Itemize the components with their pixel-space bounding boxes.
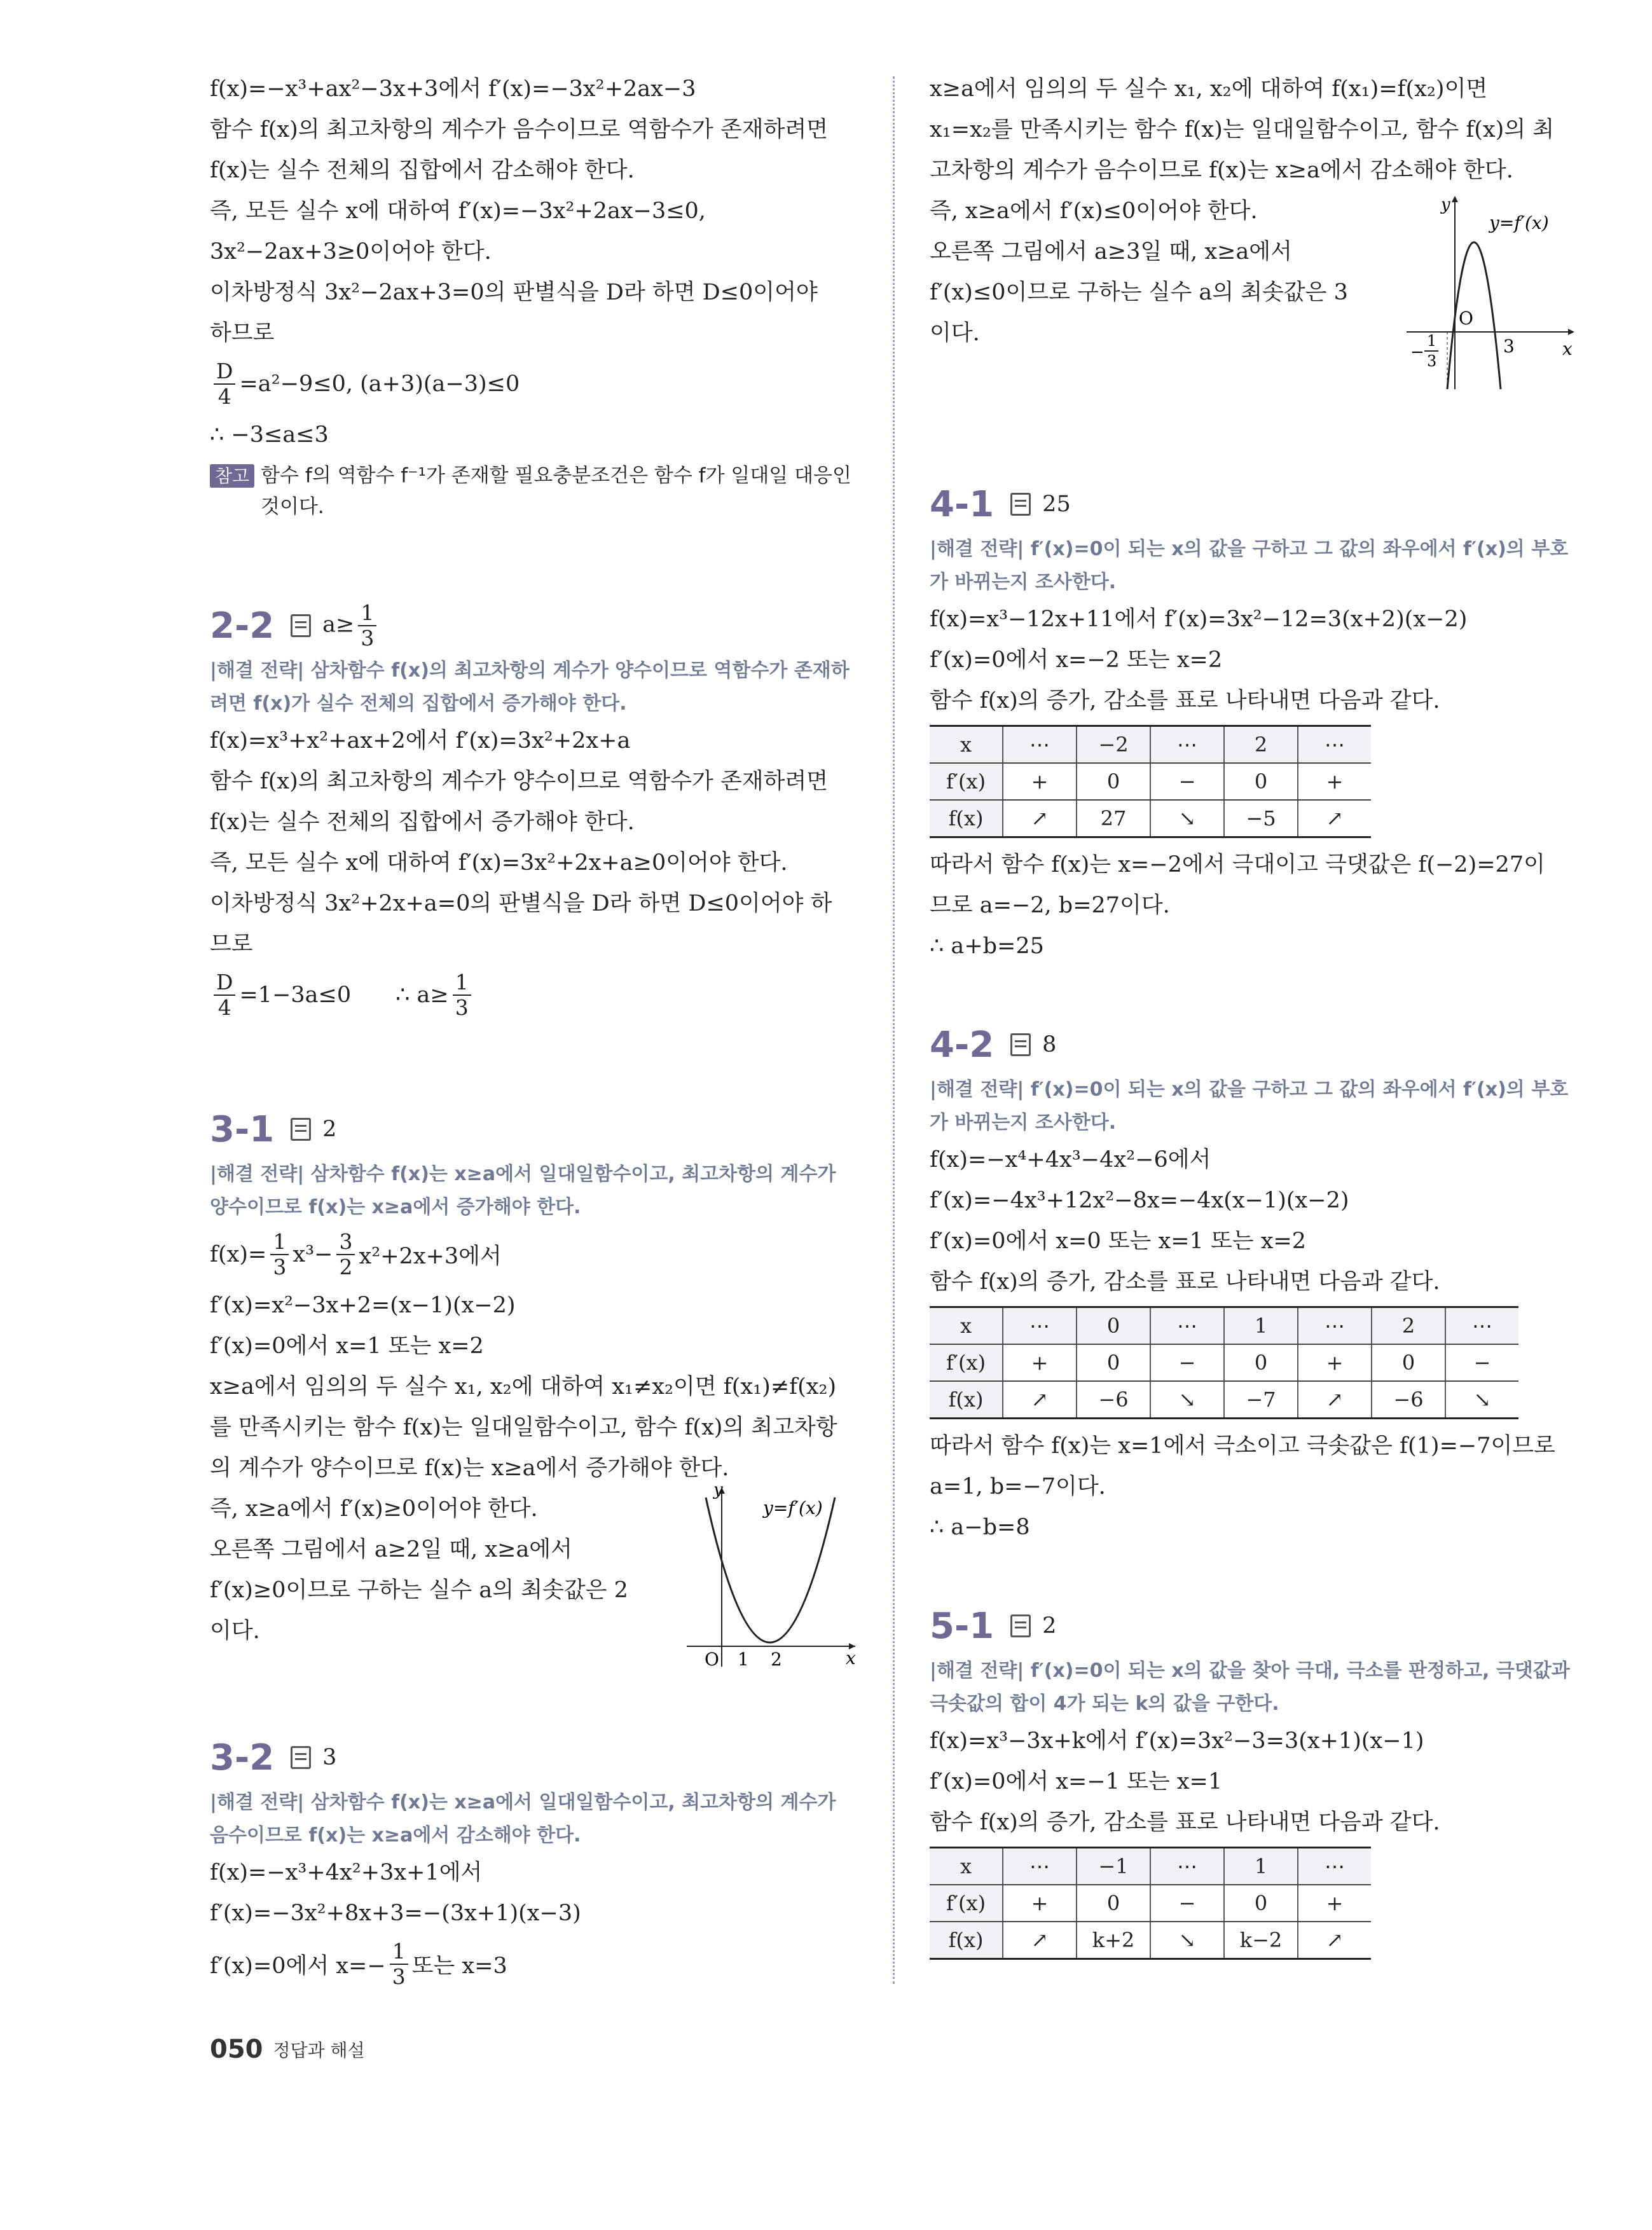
problem-number: 3-2 [210, 1737, 275, 1779]
text-line: x₁=x₂를 만족시키는 함수 f(x)는 일대일함수이고, 함수 f(x)의 최 [930, 117, 1555, 142]
text-line: f′(x)=−4x³+12x²−8x=−4x(x−1)(x−2) [930, 1188, 1349, 1213]
table-cell: 0 [1224, 1885, 1298, 1922]
text-line: x≥a에서 임의의 두 실수 x₁, x₂에 대하여 f(x₁)=f(x₂)이면 [930, 76, 1488, 102]
table-cell: 0 [1077, 1344, 1150, 1381]
problem-number: 5-1 [930, 1605, 995, 1647]
table-cell: + [1298, 1344, 1372, 1381]
text-line: 이다. [210, 1618, 260, 1644]
table-cell: ⋯ [1150, 1848, 1224, 1885]
text-line: f(x)는 실수 전체의 집합에서 감소해야 한다. [210, 158, 635, 183]
text-line: f′(x)=0에서 x=−2 또는 x=2 [930, 647, 1223, 673]
solution-strategy: |해결 전략| f′(x)=0이 되는 x의 값을 찾아 극대, 극소를 판정하고, 극댓값과 극솟값의 합이 4가 되는 k의 값을 구한다. [930, 1660, 1570, 1715]
text-line: f′(x)=−3x²+8x+3=−(3x+1)(x−3) [210, 1901, 581, 1926]
table-cell: −6 [1372, 1381, 1445, 1419]
increase-decrease-table [930, 1847, 1371, 1960]
answer: a≥ $\frac{1}{3}$ [322, 601, 380, 650]
text-line: 즉, x≥a에서 f′(x)≥0이어야 한다. [210, 1496, 538, 1522]
text-line: f′(x)≥0이므로 구하는 실수 a의 최솟값은 2 [210, 1578, 628, 1603]
table-row [930, 1344, 1518, 1381]
text-line: f′(x)=0에서 x=0 또는 x=1 또는 x=2 [930, 1229, 1307, 1254]
note-tag: 참고 [210, 464, 254, 488]
text-line: 이다. [930, 320, 980, 346]
footer-label: 정답과 해설 [273, 2040, 365, 2061]
text-line: 의 계수가 양수이므로 f(x)는 x≥a에서 증가해야 한다. [210, 1456, 729, 1481]
table-cell: 0 [1077, 1885, 1150, 1922]
table-row [930, 1381, 1518, 1419]
table-row [930, 1848, 1371, 1885]
text-line: 하므로 [210, 320, 275, 346]
text-line: 이차방정식 3x²+2x+a=0의 판별식을 D라 하면 D≤0이어야 하 [210, 891, 832, 916]
answer-icon [1010, 1614, 1031, 1637]
text-line: f′(x)=0에서 x=1 또는 x=2 [210, 1333, 484, 1359]
table-row [930, 726, 1371, 764]
tick-denominator: 3 [1427, 352, 1437, 370]
text-line: 즉, 모든 실수 x에 대하여 f′(x)=3x²+2x+a≥0이어야 한다. [210, 850, 788, 876]
table-cell: −6 [1077, 1381, 1150, 1419]
table-cell: 27 [1077, 800, 1150, 837]
table-cell: ⋯ [1150, 1307, 1224, 1345]
text-line: 따라서 함수 f(x)는 x=1에서 극소이고 극솟값은 f(1)=−7이므로 [930, 1433, 1555, 1459]
table-cell: ⋯ [1150, 726, 1224, 764]
table-cell: ⋯ [1003, 1307, 1077, 1345]
table-cell: 2 [1224, 726, 1298, 764]
tick-numerator: 1 [1427, 332, 1437, 350]
text-line: 함수 f(x)의 최고차항의 계수가 음수이므로 역함수가 존재하려면 [210, 117, 829, 142]
table-cell: x [930, 1848, 1003, 1885]
origin-label: O [1459, 308, 1473, 329]
solution-strategy: |해결 전략| 삼차함수 f(x)는 x≥a에서 일대일함수이고, 최고차항의 계수가 음수이므로 f(x)는 x≥a에서 감소해야 한다. [210, 1791, 836, 1847]
text-line: f′(x)=0에서 x=−1 또는 x=1 [930, 1769, 1223, 1794]
table-cell: −7 [1224, 1381, 1298, 1419]
tick-label: 3 [1503, 336, 1515, 357]
text-line: f′(x)≤0이므로 구하는 실수 a의 최솟값은 3 [930, 280, 1348, 305]
right-column [930, 69, 1578, 1966]
answer-icon [291, 614, 311, 637]
text-line: f(x)=x³+x²+ax+2에서 f′(x)=3x²+2x+a [210, 728, 631, 754]
table-cell: f′(x) [930, 763, 1003, 800]
answer: 3 [322, 1745, 337, 1770]
table-cell: −1 [1077, 1848, 1150, 1885]
table-cell: ⋯ [1298, 1307, 1372, 1345]
increase-decrease-table [930, 725, 1371, 838]
text-line: a=1, b=−7이다. [930, 1474, 1106, 1499]
text-line: 므로 a=−2, b=27이다. [930, 893, 1170, 918]
text-line: 즉, 모든 실수 x에 대하여 f′(x)=−3x²+2ax−3≤0, [210, 198, 706, 224]
continued-solution [930, 69, 1578, 401]
text-line: f(x)=−x³+ax²−3x+3에서 f′(x)=−3x²+2ax−3 [210, 76, 696, 102]
left-column [210, 69, 858, 1995]
table-cell: ⋯ [1003, 1848, 1077, 1885]
reference-note: 참고 함수 f의 역함수 f⁻¹가 존재할 필요충분조건은 함수 f가 일대일 대응인 것이다. [210, 460, 858, 522]
table-cell: − [1445, 1344, 1518, 1381]
problem-5-1 [930, 1597, 1578, 1960]
table-cell: k−2 [1224, 1922, 1298, 1959]
answer: 2 [1042, 1613, 1057, 1639]
text-line: 함수 f(x)의 증가, 감소를 표로 나타내면 다음과 같다. [930, 688, 1440, 713]
derivative-graph [1400, 191, 1578, 394]
text-line: 므로 [210, 932, 253, 957]
x-label: x [846, 1648, 856, 1667]
table-cell: ↗ [1298, 1381, 1372, 1419]
table-cell: ↗ [1298, 1922, 1371, 1959]
tick-sign: − [1410, 343, 1424, 362]
problem-4-2 [930, 1016, 1578, 1548]
table-cell: 0 [1224, 763, 1298, 800]
problem-header [930, 1597, 1578, 1655]
problem-number: 4-1 [930, 483, 995, 525]
table-cell: f′(x) [930, 1885, 1003, 1922]
function-line: f(x)= $\frac{1}{3}$ x³− $\frac{3}{2}$ x²+2x+3에서 [210, 1229, 502, 1279]
problem-number: 2-2 [210, 605, 275, 647]
table-row [930, 1307, 1518, 1345]
text-line: ∴ a−b=8 [930, 1515, 1030, 1540]
table-cell: 0 [1372, 1344, 1445, 1381]
column-divider [893, 76, 895, 1984]
intro-solution [210, 69, 858, 522]
table-cell: + [1003, 1885, 1077, 1922]
table-cell: − [1150, 1885, 1224, 1922]
text-line: f(x)=x³−3x+k에서 f′(x)=3x²−3=3(x+1)(x−1) [930, 1728, 1424, 1754]
table-cell: −2 [1077, 726, 1150, 764]
text-line: 오른쪽 그림에서 a≥2일 때, x≥a에서 [210, 1537, 572, 1562]
table-cell: 0 [1077, 763, 1150, 800]
problem-3-2 [210, 1729, 858, 1995]
table-cell: 0 [1224, 1344, 1298, 1381]
text-line: f(x)=x³−12x+11에서 f′(x)=3x²−12=3(x+2)(x−2) [930, 607, 1468, 632]
text-line: f(x)=−x³+4x²+3x+1에서 [210, 1860, 483, 1885]
table-cell: + [1298, 763, 1371, 800]
table-cell: ⋯ [1003, 726, 1077, 764]
text-line: 고차항의 계수가 음수이므로 f(x)는 x≥a에서 감소해야 한다. [930, 158, 1513, 183]
y-label: y [713, 1482, 723, 1499]
table-cell: f(x) [930, 1922, 1003, 1959]
problem-3-1 [210, 1101, 858, 1679]
text-line: 함수 f(x)의 증가, 감소를 표로 나타내면 다음과 같다. [930, 1810, 1440, 1835]
text-line: 즉, x≥a에서 f′(x)≤0이어야 한다. [930, 198, 1258, 224]
answer: 8 [1042, 1032, 1057, 1057]
curve-label: y=f′(x) [763, 1497, 823, 1518]
answer-icon [291, 1746, 311, 1769]
table-cell: ↗ [1003, 1922, 1077, 1959]
problem-number: 3-1 [210, 1108, 275, 1150]
table-cell: − [1150, 763, 1224, 800]
table-cell: + [1003, 1344, 1077, 1381]
page-number: 050 [210, 2035, 263, 2064]
table-cell: 1 [1224, 1307, 1298, 1345]
table-cell: 2 [1372, 1307, 1445, 1345]
table-cell: x [930, 726, 1003, 764]
table-cell: ↘ [1150, 1381, 1224, 1419]
problem-2-2 [210, 597, 858, 1026]
problem-number: 4-2 [930, 1024, 995, 1066]
problem-4-1 [930, 476, 1578, 967]
tick-label: 2 [771, 1649, 782, 1667]
problem-header [210, 1729, 858, 1786]
text-line: f(x)는 실수 전체의 집합에서 증가해야 한다. [210, 809, 635, 835]
text-line: 오른쪽 그림에서 a≥3일 때, x≥a에서 [930, 239, 1292, 265]
text-line: f(x)=−x⁴+4x³−4x²−6에서 [930, 1147, 1211, 1173]
table-cell: 1 [1224, 1848, 1298, 1885]
problem-header [210, 1101, 858, 1158]
text-line: 함수 f(x)의 최고차항의 계수가 양수이므로 역함수가 존재하려면 [210, 769, 829, 794]
solution-strategy: |해결 전략| f′(x)=0이 되는 x의 값을 구하고 그 값의 좌우에서 f′(x)의 부호가 바뀌는지 조사한다. [930, 1078, 1569, 1134]
table-cell: ↗ [1298, 800, 1371, 837]
answer-icon [291, 1118, 311, 1141]
tick-label: 1 [738, 1649, 749, 1667]
answer-icon [1010, 1033, 1031, 1056]
parabola-curve [706, 1497, 835, 1642]
discriminant-line: $\frac{D}{4}$ =a²−9≤0, (a+3)(a−3)≤0 [210, 354, 858, 415]
solution-strategy: |해결 전략| f′(x)=0이 되는 x의 값을 구하고 그 값의 좌우에서 f′(x)의 부호가 바뀌는지 조사한다. [930, 538, 1569, 593]
table-cell: ↘ [1150, 1922, 1224, 1959]
table-cell: + [1003, 763, 1077, 800]
graph-block [930, 191, 1578, 401]
table-cell: ↘ [1150, 800, 1224, 837]
table-cell: f′(x) [930, 1344, 1003, 1381]
curve-label: y=f′(x) [1489, 212, 1549, 233]
text-line: 이차방정식 3x²−2ax+3=0의 판별식을 D라 하면 D≤0이어야 [210, 280, 818, 305]
conclusion: ∴ −3≤a≤3 [210, 422, 329, 448]
text-line: f′(x)=0에서 x=− $\frac{1}{3}$ 또는 x=3 [210, 1939, 507, 1989]
problem-header [930, 476, 1578, 533]
table-cell: f(x) [930, 800, 1003, 837]
table-cell: ↘ [1445, 1381, 1518, 1419]
table-cell: ↗ [1003, 1381, 1077, 1419]
table-cell: ⋯ [1298, 1848, 1371, 1885]
text-line: f′(x)=x²−3x+2=(x−1)(x−2) [210, 1293, 516, 1318]
derivative-graph [674, 1482, 858, 1667]
increase-decrease-table [930, 1306, 1518, 1419]
origin-label: O [705, 1649, 719, 1667]
discriminant-line: $\frac{D}{4}$ =1−3a≤0 ∴ a≥ $\frac{1}{3}$ [210, 965, 858, 1026]
text-line: 3x²−2ax+3≥0이어야 한다. [210, 239, 492, 265]
problem-header [930, 1016, 1578, 1073]
table-row [930, 800, 1371, 837]
text-line: x≥a에서 임의의 두 실수 x₁, x₂에 대하여 x₁≠x₂이면 f(x₁)≠f(x₂) [210, 1374, 837, 1400]
table-row [930, 1922, 1371, 1959]
page-footer [210, 2035, 365, 2064]
answer: 25 [1042, 492, 1071, 517]
table-cell: + [1298, 1885, 1371, 1922]
problem-header [210, 597, 858, 654]
table-row [930, 763, 1371, 800]
table-cell: k+2 [1077, 1922, 1150, 1959]
text-line: ∴ a+b=25 [930, 933, 1044, 959]
table-row [930, 1885, 1371, 1922]
y-label: y [1441, 195, 1450, 214]
solution-strategy: |해결 전략| 삼차함수 f(x)의 최고차항의 계수가 양수이므로 역함수가 존재하려면 f(x)가 실수 전체의 집합에서 증가해야 한다. [210, 659, 850, 715]
fraction: $\frac{D}{4}$ [214, 359, 235, 409]
table-cell: f(x) [930, 1381, 1003, 1419]
table-cell: − [1150, 1344, 1224, 1381]
table-cell: 0 [1077, 1307, 1150, 1345]
text-line: 를 만족시키는 함수 f(x)는 일대일함수이고, 함수 f(x)의 최고차항 [210, 1415, 837, 1440]
answer: 2 [322, 1117, 337, 1142]
table-cell: ⋯ [1445, 1307, 1518, 1345]
text-line: 함수 f(x)의 증가, 감소를 표로 나타내면 다음과 같다. [930, 1269, 1440, 1295]
solution-strategy: |해결 전략| 삼차함수 f(x)는 x≥a에서 일대일함수이고, 최고차항의 계수가 양수이므로 f(x)는 x≥a에서 증가해야 한다. [210, 1163, 836, 1218]
table-cell: ↗ [1003, 800, 1077, 837]
table-cell: −5 [1224, 800, 1298, 837]
table-cell: ⋯ [1298, 726, 1371, 764]
graph-block [210, 1482, 858, 1679]
text-line: 따라서 함수 f(x)는 x=−2에서 극대이고 극댓값은 f(−2)=27이 [930, 852, 1545, 878]
answer-icon [1010, 493, 1031, 516]
x-label: x [1562, 338, 1573, 359]
table-cell: x [930, 1307, 1003, 1345]
